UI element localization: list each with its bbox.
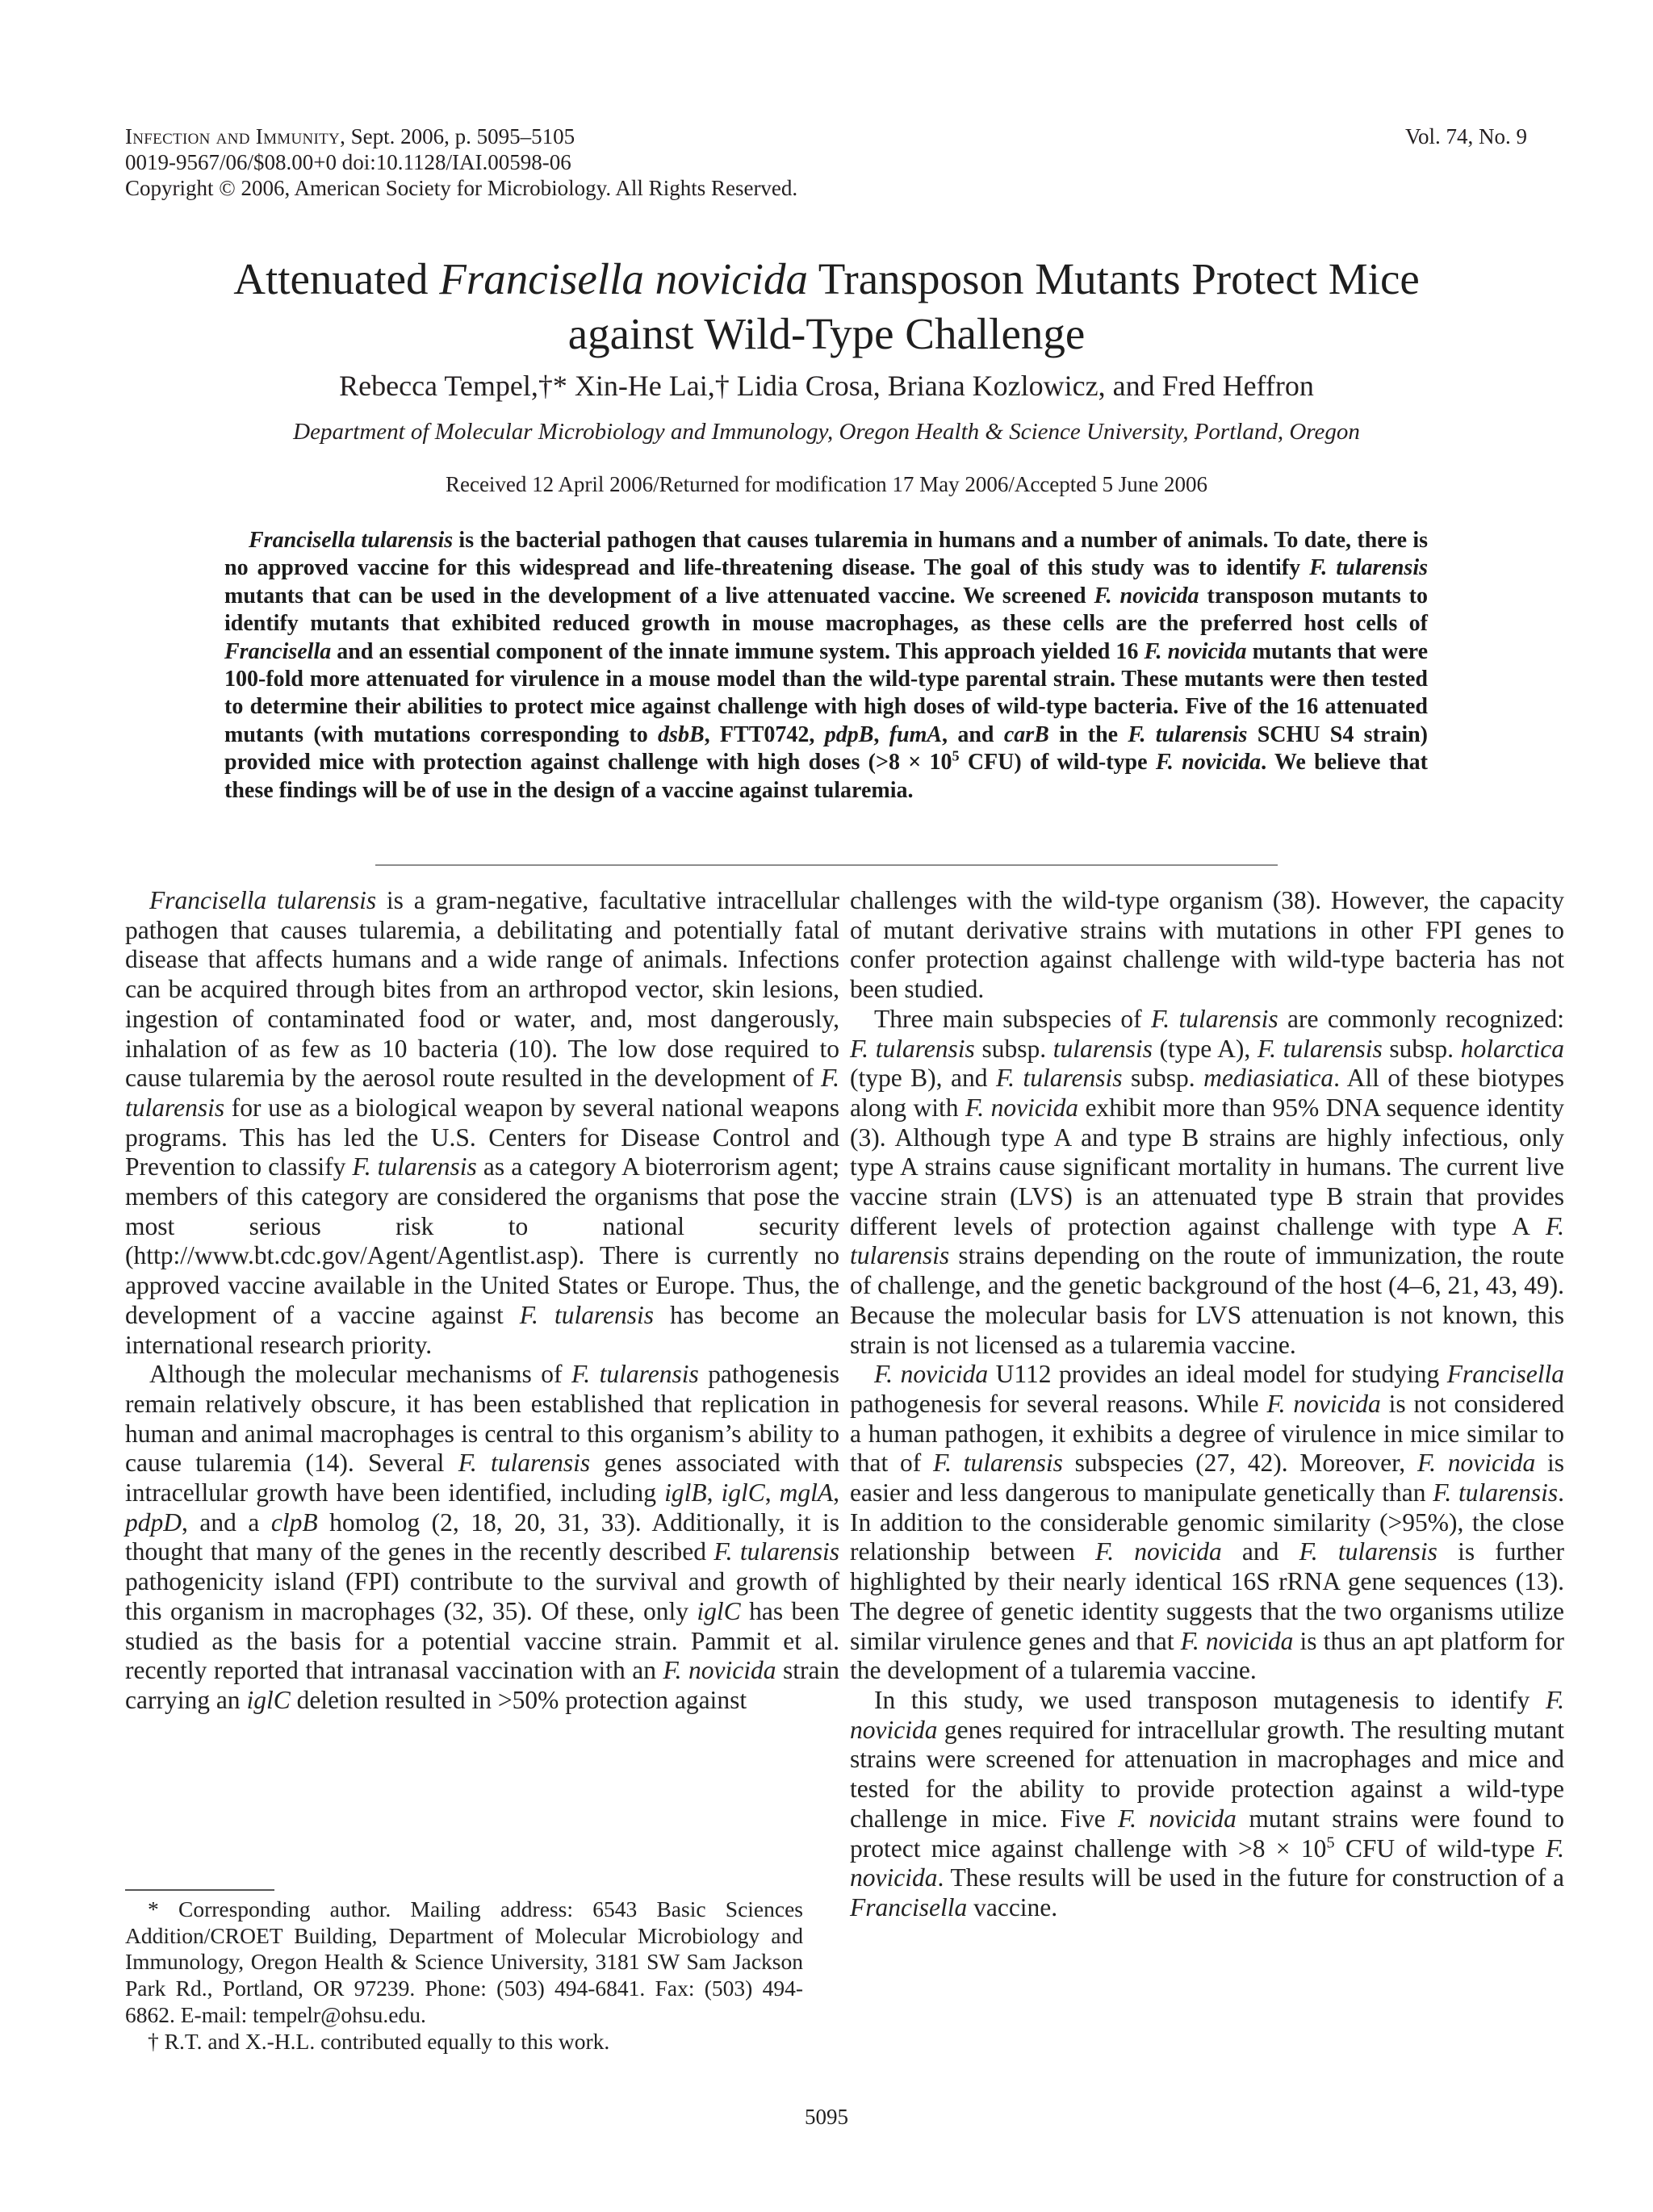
footnotes <box>125 1896 803 2055</box>
volume-issue: Vol. 74, No. 9 <box>1404 124 1527 148</box>
abstract: Francisella tularensis is the bacterial pathogen that causes tularemia in humans and a number of animals. To date, there is no approved vaccine for this widespread and life-threatening disease. The goal of this study was to identify F. tularensis mutants that can be used in the development of a live attenuated vaccine. We screened F. novicida transposon mutants to identify mutants that exhibited reduced growth in mouse macrophages, as these cells are the preferred host cells of Francisella and an essential component of the innate immune system. This approach yielded 16 F. novicida mutants that were 100-fold more attenuated for virulence in a mouse model than the wild-type parental strain. These mutants were then tested to determine their abilities to protect mice against challenge with high doses of wild-type bacteria. Five of the 16 attenuated mutants (with mutations corresponding to dsbB, FTT0742, pdpB, fumA, and carB in the F. tularensis SCHU S4 strain) provided mice with protection against challenge with high doses ($>8 \times 10^5$ CFU) of wild-type F. novicida. We believe that these findings will be of use in the design of a vaccine against tularemia. <box>224 528 1428 803</box>
affiliation: Department of Molecular Microbiology and Immunology, Oregon Health & Science University, Portland, Oregon <box>293 419 1360 445</box>
page-number: 5095 <box>805 2105 848 2129</box>
intro-paragraph-2: Although the molecular mechanisms of F. tularensis pathogenesis remain relatively obscure, it has been established that replication in human and animal macrophages is central to this organism’s ability to cause tularemia (14). Several F. tularensis genes associated with intracellular growth have been identified, including iglB, iglC, mglA, pdpD, and a clpB homolog (2, 18, 20, 31, 33). Additionally, it is thought that many of the genes in the recently described F. tularensis pathogenicity island (FPI) contribute to the survival and growth of this organism in macrophages (32, 35). Of these, only iglC has been studied as the basis for a potential vaccine strain. Pammit et al. recently reported that intranasal vaccination with an F. novicida strain carrying an iglC deletion resulted in >50% protection against <box>125 1360 840 1714</box>
journal-name: Infection and Immunity <box>125 124 341 148</box>
intro-paragraph-4: Three main subspecies of F. tularensis are commonly recognized: F. tularensis subsp. tularensis (type A), F. tularensis subsp. holarctica (type B), and F. tularensis subsp. mediasiatica. All of these biotypes along with F. novicida exhibit more than 95% DNA sequence identity (3). Although type A and type B strains are highly infectious, only type A strains cause significant mortality in humans. The current live vaccine strain (LVS) is an attenuated type B strain that provides different levels of protection against challenge with type A F. tularensis strains depending on the route of immunization, the route of challenge, and the genetic background of the host (4–6, 21, 43, 49). Because the molecular basis for LVS attenuation is not known, this strain is not licensed as a tularemia vaccine. <box>850 1004 1565 1359</box>
issn-doi: 0019-9567/06/$08.00+0 doi:10.1128/IAI.00598-06 <box>125 150 571 174</box>
equal-contribution-note: † R.T. and X.-H.L. contributed equally to this work. <box>148 2028 610 2054</box>
journal-header <box>125 123 797 201</box>
abstract-divider <box>375 864 1278 866</box>
corresponding-author-note: * Corresponding author. Mailing address: 6543 Basic Sciences Addition/CROET Building, Department of Molecular Microbiology and Immunology, Oregon Health & Science University, 3181 SW Sam Jackson Park Rd., Portland, OR 97239. Phone: (503) 494-6841. Fax: (503) 494-6862. E-mail: tempelr@ohsu.edu. <box>125 1896 803 2027</box>
footnote-divider <box>125 1889 274 1891</box>
issue-pages: , Sept. 2006, p. 5095–5105 <box>340 124 575 148</box>
intro-paragraph-5: F. novicida U112 provides an ideal model for studying Francisella pathogenesis for several reasons. While F. novicida is not considered a human pathogen, it exhibits a degree of virulence in mice similar to that of F. tularensis subspecies (27, 42). Moreover, F. novicida is easier and less dangerous to manipulate genetically than F. tularensis. In addition to the considerable genomic similarity (>95%), the close relationship between F. novicida and F. tularensis is further highlighted by their nearly identical 16S rRNA gene sequences (13). The degree of genetic identity suggests that the two organisms utilize similar virulence genes and that F. novicida is thus an apt platform for the development of a tularemia vaccine. <box>850 1360 1564 1685</box>
intro-paragraph-6: In this study, we used transposon mutagenesis to identify F. novicida genes required for intracellular growth. The resulting mutant strains were screened for attenuation in macrophages and mice and tested for the ability to provide protection against a wild-type challenge in mice. Five F. novicida mutant strains were found to protect mice against challenge with $>8 \times 10^5$ CFU of wild-type F. novicida. These results will be used in the future for construction of a Francisella vaccine. <box>850 1685 1564 1921</box>
left-column <box>125 886 839 1716</box>
author-list: Rebecca Tempel,†* Xin-He Lai,† Lidia Crosa, Briana Kozlowicz, and Fred Heffron <box>339 370 1314 402</box>
received-dates: Received 12 April 2006/Returned for modification 17 May 2006/Accepted 5 June 2006 <box>445 472 1208 496</box>
right-column <box>850 886 1564 1923</box>
article-title: Attenuated Francisella novicida Transposon Mutants Protect Mice against Wild-Type Challenge <box>233 254 1420 358</box>
intro-paragraph-3: challenges with the wild-type organism (38). However, the capacity of mutant derivative strains with mutations in other FPI genes to confer protection against challenge with wild-type bacteria has not been studied. <box>850 886 1564 1004</box>
intro-paragraph-1: Francisella tularensis is a gram-negative, facultative intracellular pathogen that causes tularemia, a debilitating and potentially fatal disease that affects humans and a wide range of animals. Infections can be acquired through bites from an arthropod vector, skin lesions, ingestion of contaminated food or water, and, most dangerously, inhalation of as few as 10 bacteria (10). The low dose required to cause tularemia by the aerosol route resulted in the development of F. tularensis for use as a biological weapon by several national weapons programs. This has led the U.S. Centers for Disease Control and Prevention to classify F. tularensis as a category A bioterrorism agent; members of this category are considered the organisms that pose the most serious risk to national security (http://www.bt.cdc.gov/Agent/Agentlist.asp). There is currently no approved vaccine available in the United States or Europe. Thus, the development of a vaccine against F. tularensis has become an international research priority. <box>125 886 840 1359</box>
copyright-line: Copyright © 2006, American Society for Microbiology. All Rights Reserved. <box>125 176 798 200</box>
